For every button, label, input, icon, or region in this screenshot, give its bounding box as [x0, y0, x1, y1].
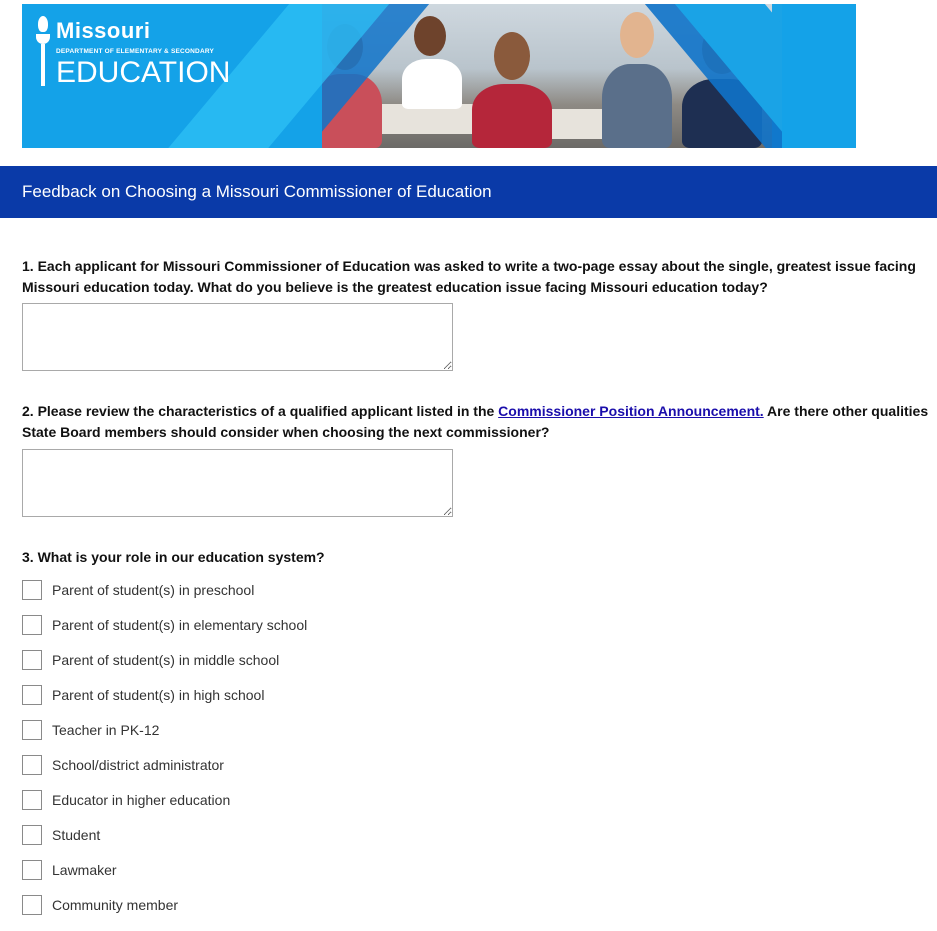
checkbox[interactable]	[22, 825, 42, 845]
student-figure	[602, 64, 672, 148]
option-label: Parent of student(s) in middle school	[52, 652, 280, 668]
logo-title: Missouri	[56, 18, 151, 43]
question-2-text: 2. Please review the characteristics of a qualified applicant listed in the	[22, 403, 499, 419]
banner-shape	[782, 4, 856, 148]
checkbox[interactable]	[22, 860, 42, 880]
page-title: Feedback on Choosing a Missouri Commissioner of Education	[22, 182, 492, 201]
checkbox[interactable]	[22, 755, 42, 775]
option-parent-preschool[interactable]	[22, 580, 422, 601]
commissioner-announcement-link[interactable]: Commissioner Position Announcement.	[498, 403, 764, 419]
question-2	[22, 401, 932, 443]
option-label: Teacher in PK-12	[52, 722, 160, 738]
option-community-member[interactable]	[22, 895, 422, 916]
option-label: Parent of student(s) in high school	[52, 687, 265, 703]
option-label: Student	[52, 827, 101, 843]
question-3: 3. What is your role in our education system?	[22, 549, 325, 565]
option-higher-ed[interactable]	[22, 790, 422, 811]
option-student[interactable]	[22, 825, 422, 846]
option-label: Parent of student(s) in elementary school	[52, 617, 308, 633]
option-label: Community member	[52, 897, 179, 913]
torch-icon	[36, 16, 50, 86]
checkbox[interactable]	[22, 650, 42, 670]
banner-image	[22, 4, 856, 148]
option-label: Educator in higher education	[52, 792, 231, 808]
option-label: Lawmaker	[52, 862, 117, 878]
checkbox[interactable]	[22, 790, 42, 810]
student-head	[620, 12, 654, 58]
checkbox[interactable]	[22, 580, 42, 600]
option-lawmaker[interactable]	[22, 860, 422, 881]
missouri-education-logo	[36, 12, 266, 92]
checkbox[interactable]	[22, 685, 42, 705]
option-label: Parent of student(s) in preschool	[52, 582, 255, 598]
option-parent-elementary[interactable]	[22, 615, 422, 636]
logo-main: EDUCATION	[56, 56, 231, 89]
option-parent-middle[interactable]	[22, 650, 422, 671]
teacher-head	[494, 32, 530, 80]
checkbox[interactable]	[22, 895, 42, 915]
option-parent-high[interactable]	[22, 685, 422, 706]
question-1-answer[interactable]	[22, 303, 453, 371]
option-label: School/district administrator	[52, 757, 224, 773]
teacher-figure	[472, 84, 552, 148]
question-2-answer[interactable]	[22, 449, 453, 517]
checkbox[interactable]	[22, 615, 42, 635]
question-2-text-continued: Are there other qualities State Board members should consider when choosing the next commissioner?	[22, 403, 929, 440]
question-1: 1. Each applicant for Missouri Commissioner of Education was asked to write a two-page essay about the single, greatest issue facing Missouri education today. What do you believe is the greatest education issue facing Missouri education today?	[22, 258, 916, 295]
option-administrator[interactable]	[22, 755, 422, 776]
option-teacher[interactable]	[22, 720, 422, 741]
logo-subtitle: DEPARTMENT OF ELEMENTARY & SECONDARY	[56, 48, 215, 55]
student-figure	[402, 59, 462, 109]
student-head	[414, 16, 446, 56]
title-bar	[0, 166, 937, 218]
checkbox[interactable]	[22, 720, 42, 740]
